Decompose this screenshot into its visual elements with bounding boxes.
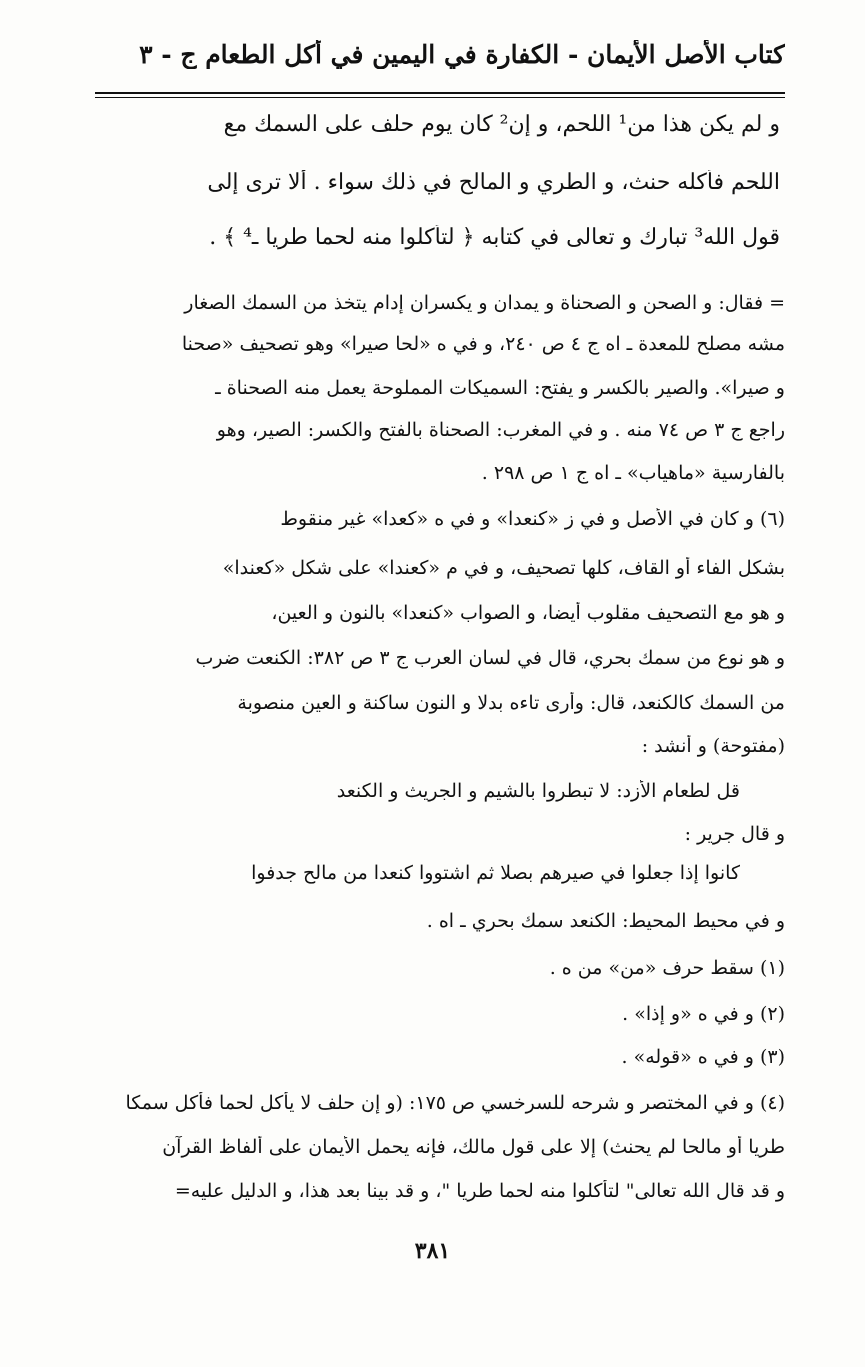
footnote-line: طريا أو مالحا لم يحنث) إلا على قول مالك، فإنه يحمل الأيمان على ألفاظ القرآن — [162, 1136, 785, 1158]
footnote-line: بالفارسية «ماهياب» ـ اه ج ١ ص ٢٩٨ . — [481, 462, 785, 484]
footnote-line: و هو مع التصحيف مقلوب أيضا، و الصواب «كنعدا» بالنون و العين، — [271, 602, 785, 624]
header-rule — [95, 92, 785, 94]
footnote-line: و في محيط المحيط: الكنعد سمك بحري ـ اه . — [426, 910, 785, 932]
footnote-line: بشكل الفاء أو القاف، كلها تصحيف، و في م «كعندا» على شكل «كعندا» — [222, 557, 785, 579]
footnote-line: و صيرا». والصير بالكسر و يفتح: السميكات المملوحة يعمل منه الصحناة ـ — [215, 377, 785, 399]
footnote-line: (٦) و كان في الأصل و في ز «كنعدا» و في ه «كعدا» غير منقوط — [280, 508, 785, 530]
footnote-line: و قال جرير : — [684, 823, 785, 845]
running-header: كتاب الأصل الأيمان - الكفارة في اليمين في أكل الطعام ج - ٣ — [139, 40, 785, 69]
header-rule-thin — [95, 97, 785, 98]
main-text-line: قول الله³ تبارك و تعالى في كتابه ﴿ لتأكلوا منه لحما طريا ـ⁴ ﴾ . — [209, 225, 780, 250]
footnote-line: من السمك كالكنعد، قال: وأرى تاءه بدلا و النون ساكنة و العين منصوبة — [237, 692, 785, 714]
page-number: ٣٨١ — [414, 1238, 451, 1264]
verse-line: كانوا إذا جعلوا في صيرهم بصلا ثم اشتووا كنعدا من مالح جدفوا — [251, 862, 740, 884]
footnote-line: (١) سقط حرف «من» من ه . — [549, 957, 785, 979]
main-text-line: و لم يكن هذا من¹ اللحم، و إن² كان يوم حلف على السمك مع — [223, 112, 780, 137]
verse-line: قل لطعام الأزد: لا تبطروا بالشيم و الجريث و الكنعد — [336, 780, 740, 802]
footnote-line: (مفتوحة) و أنشد : — [641, 735, 785, 757]
footnote-line: (٢) و في ه «و إذا» . — [622, 1003, 785, 1025]
footnote-line: = فقال: و الصحن و الصحناة و يمدان و يكسران إدام يتخذ من السمك الصغار — [184, 292, 785, 314]
footnote-line: و هو نوع من سمك بحري، قال في لسان العرب ج ٣ ص ٣٨٢: الكنعت ضرب — [195, 647, 785, 669]
footnote-line: و قد قال الله تعالى" لتأكلوا منه لحما طريا "، و قد بينا بعد هذا، و الدليل عليه= — [174, 1180, 785, 1202]
main-text-line: اللحم فأكله حنث، و الطري و المالح في ذلك سواء . ألا ترى إلى — [207, 170, 780, 195]
footnote-line: مشه مصلح للمعدة ـ اه ج ٤ ص ٢٤٠، و في ه «لحا صيرا» وهو تصحيف «صحنا — [181, 333, 785, 355]
footnote-line: (٤) و في المختصر و شرحه للسرخسي ص ١٧٥: (و إن حلف لا يأكل لحما فأكل سمكا — [125, 1092, 785, 1114]
footnote-line: راجع ج ٣ ص ٧٤ منه . و في المغرب: الصحناة بالفتح والكسر: الصير، وهو — [216, 419, 785, 441]
footnote-line: (٣) و في ه «قوله» . — [621, 1046, 785, 1068]
